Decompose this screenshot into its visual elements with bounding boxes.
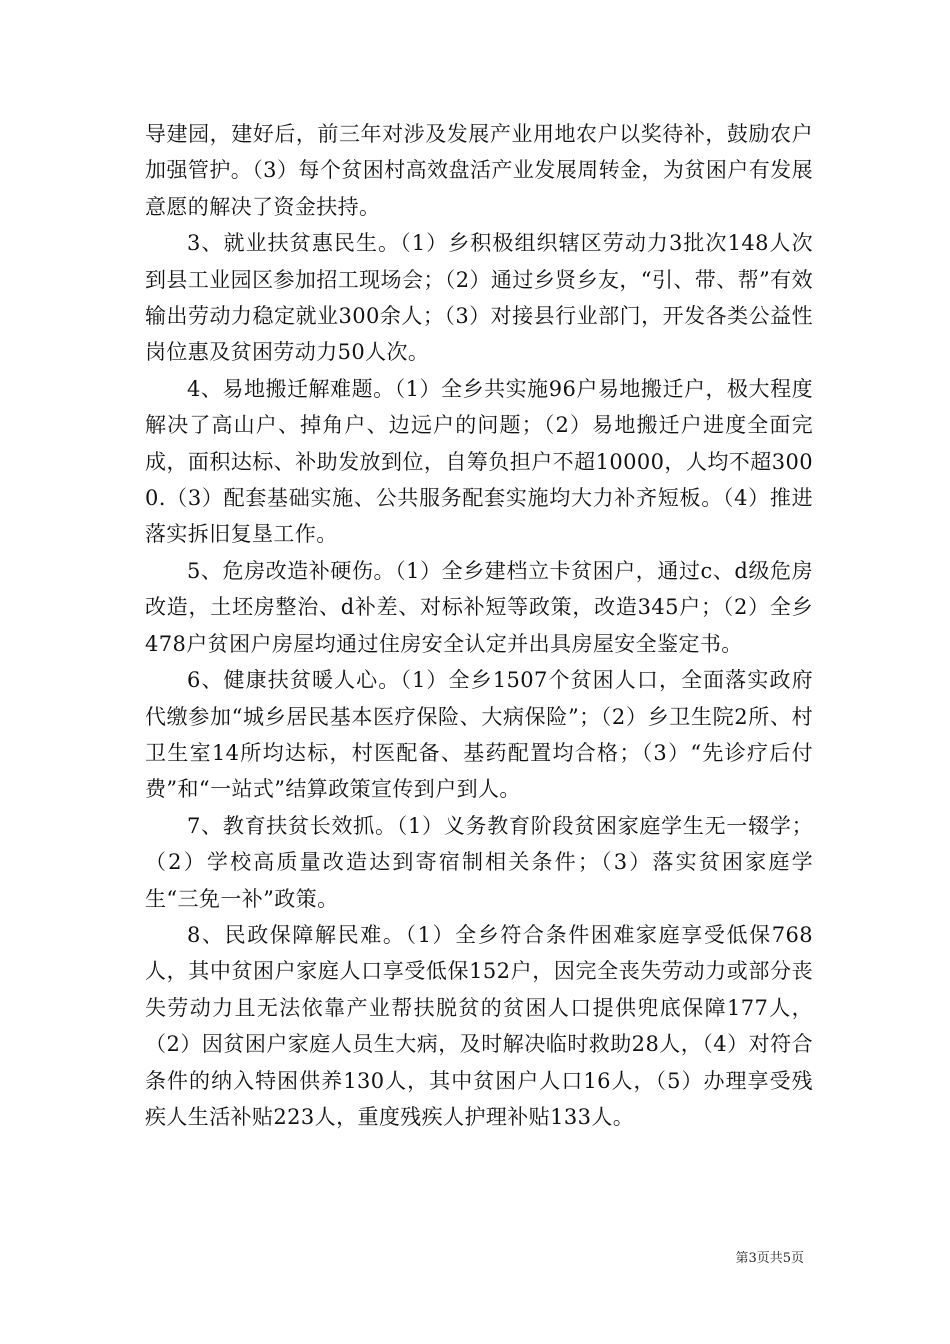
paragraph-relocation: 4、易地搬迁解难题。（1）全乡共实施96户易地搬迁户，极大程度解决了高山户、掉角户、边远户的问题；（2）易地搬迁户进度全面完成，面积达标、补助发放到位，自筹负担户不超10000，人均不超3000.（3）配套基础实施、公共服务配套实施均大力补齐短板。（4）推进落实拆旧复垦工作。 (145, 376, 813, 547)
paragraph-housing: 5、危房改造补硬伤。（1）全乡建档立卡贫困户，通过c、d级危房改造，土坯房整治、d补差、对标补短等政策，改造345户；（2）全乡478户贫困户房屋均通过住房安全认定并出具房屋安全鉴定书。 (145, 558, 813, 656)
paragraph-civil-affairs: 8、民政保障解民难。（1）全乡符合条件困难家庭享受低保768人，其中贫困户家庭人口享受低保152户，因完全丧失劳动力或部分丧失劳动力且无法依靠产业帮扶脱贫的贫困人口提供兜底保障177人，（2）因贫困户家庭人员生大病，及时解决临时救助28人，（4）对符合条件的纳入特困供养130人，其中贫困户人口16人，（5）办理享受残疾人生活补贴223人，重度残疾人护理补贴133人。 (145, 922, 813, 1129)
page-number-footer: 第3页共5页 (735, 1251, 804, 1266)
paragraph-continuation: 导建园，建好后，前三年对涉及发展产业用地农户以奖待补，鼓励农户加强管护。（3）每个贫困村高效盘活产业发展周转金，为贫困户有发展意愿的解决了资金扶持。 (145, 122, 813, 219)
paragraph-health: 6、健康扶贫暖人心。（1）全乡1507个贫困人口，全面落实政府代缴参加“城乡居民基本医疗保险、大病保险”；（2）乡卫生院2所、村卫生室14所均达标，村医配备、基药配置均合格；（3）“先诊疗后付费”和“一站式”结算政策宣传到户到人。 (145, 668, 813, 802)
document-body (145, 116, 813, 1135)
paragraph-education: 7、教育扶贫长效抓。（1）义务教育阶段贫困家庭学生无一辍学；（2）学校高质量改造达到寄宿制相关条件；（3）落实贫困家庭学生“三免一补”政策。 (145, 813, 813, 911)
paragraph-employment: 3、就业扶贫惠民生。（1）乡积极组织辖区劳动力3批次148人次到县工业园区参加招工现场会；（2）通过乡贤乡友，“引、带、帮”有效输出劳动力稳定就业300余人；（3）对接县行业部门，开发各类公益性岗位惠及贫困劳动力50人次。 (145, 231, 813, 365)
